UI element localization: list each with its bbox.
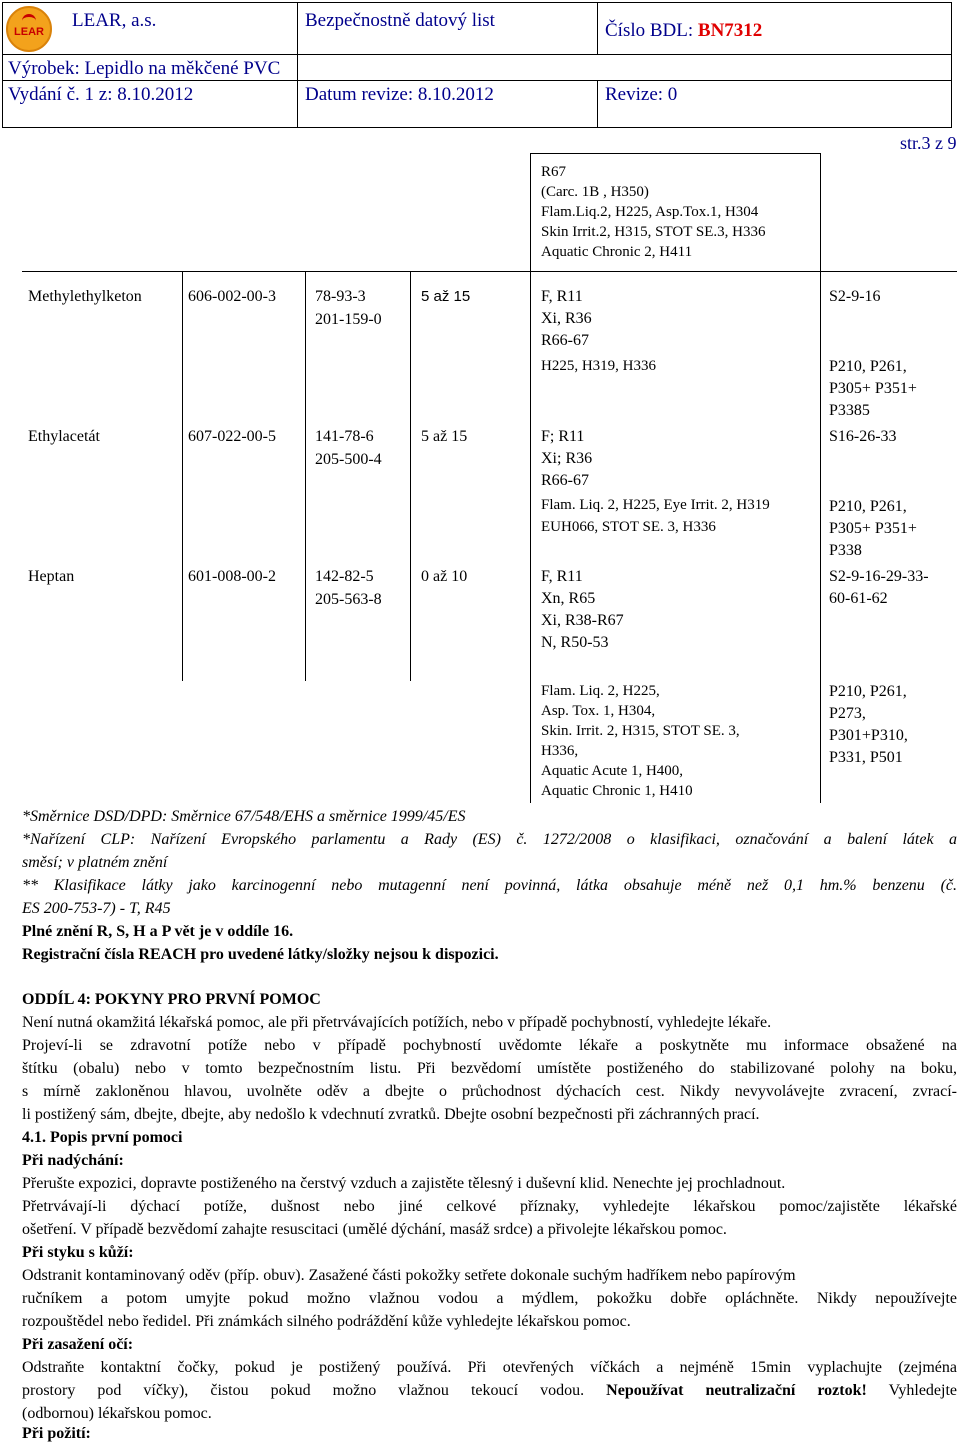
class-line: Skin. Irrit. 2, H315, STOT SE. 3, (541, 723, 740, 739)
class-line: F, R11 (541, 568, 583, 585)
issue-date: Vydání č. 1 z: 8.10.2012 (8, 84, 194, 105)
phrase-line: P305+ P351+ (829, 520, 917, 537)
p-phrases (829, 681, 908, 769)
s-phrases (829, 566, 929, 610)
concentration: 5 až 15 (421, 428, 468, 445)
class-line: EUH066, STOT SE. 3, H336 (541, 519, 716, 535)
cas-number: 78-93-3 (315, 288, 366, 305)
p-phrases (829, 496, 917, 562)
index-number: 606-002-00-3 (188, 288, 276, 305)
class-line: H336, (541, 743, 579, 759)
classification-clp (541, 681, 740, 801)
phrase-line: P210, P261, (829, 358, 907, 375)
phrase-line: P273, (829, 705, 866, 722)
skin-contact-heading: Při styku s kůží: (22, 1244, 134, 1261)
eye-text: prostory pod víčky), čistou pokud možno vlažnou tekoucí vodou. (22, 1382, 607, 1399)
cas-number: 141-78-6 (315, 428, 374, 445)
ec-number: 205-500-4 (315, 451, 382, 468)
class-line: Flam.Liq.2, H225, Asp.Tox.1, H304 (541, 204, 759, 220)
document-title: Bezpečnostně datový list (305, 10, 495, 31)
class-line: Asp. Tox. 1, H304, (541, 703, 656, 719)
class-line: R67 (541, 164, 567, 180)
phrase-line: P338 (829, 542, 862, 559)
eye-contact-heading: Při zasažení očí: (22, 1336, 134, 1353)
index-number: 607-022-00-5 (188, 428, 276, 445)
prev-row-classification (541, 162, 765, 262)
class-line: N, R50-53 (541, 634, 609, 651)
substance-name: Heptan (28, 568, 75, 585)
note-full-text: Plné znění R, S, H a P vět je v oddíle 16. (22, 923, 294, 940)
class-line: F; R11 (541, 428, 585, 445)
phrase-line: P301+P310, (829, 727, 908, 744)
paragraph-line: Odstranit kontaminovaný oděv (příp. obuv). Zasažené části pokožky setřete dokonale suchým hadříkem nebo papírovým (22, 1267, 796, 1284)
concentration: 0 až 10 (421, 568, 468, 585)
note-reach: Registrační čísla REACH pro uvedené látky/složky nejsou k dispozici. (22, 946, 499, 963)
paragraph: Není nutná okamžitá lékařská pomoc, ale při přetrvávajících potížích, nebo v případě pochybností, vyhledejte lékaře. (22, 1014, 772, 1031)
s-phrases: S2-9-16 (829, 288, 881, 305)
paragraph-line: Přerušte expozici, dopravte postiženého na čerstvý vzduch a zajistěte tělesný i duševní klid. Nenechte jej prochladnout. (22, 1175, 786, 1192)
class-line: Flam. Liq. 2, H225, Eye Irrit. 2, H319 (541, 497, 770, 513)
paragraph-line (22, 1379, 957, 1402)
classification-dsd (541, 426, 592, 492)
bdl-label: Číslo BDL: (605, 20, 694, 41)
class-line: Skin Irrit.2, H315, STOT SE.3, H336 (541, 224, 766, 240)
class-line: Aquatic Chronic 2, H411 (541, 244, 693, 260)
phrase-line: P331, P501 (829, 749, 903, 766)
index-number: 601-008-00-2 (188, 568, 276, 585)
ec-number: 205-563-8 (315, 591, 382, 608)
paragraph-line: Odstraňte kontaktní čočky, pokud je postižený používá. Při otevřených víčkách a nejméně 15min vyplachujte (zejména (22, 1359, 957, 1376)
page-number: str.3 z 9 (900, 133, 957, 153)
eye-warning: Nepoužívat neutralizační roztok! (606, 1382, 867, 1399)
product-label: Výrobek: (8, 58, 80, 79)
inhalation-heading: Při nadýchání: (22, 1152, 124, 1169)
class-line: Xi, R38-R67 (541, 612, 624, 629)
classification-dsd (541, 566, 624, 654)
class-line: R66-67 (541, 332, 589, 349)
class-line: Flam. Liq. 2, H225, (541, 683, 660, 699)
class-line: Xi; R36 (541, 450, 593, 467)
classification-clp: H225, H319, H336 (541, 358, 656, 374)
ingestion-heading: Při požití: (22, 1425, 91, 1442)
note-carc-line1: ** Klasifikace látky jako karcinogenní nebo mutagenní není povinná, látka obsahuje méně než 0,1 hm.% benzenu (č. (22, 877, 957, 894)
phrase-line: P305+ P351+ (829, 380, 917, 397)
product-field (8, 58, 280, 80)
p-phrases (829, 356, 917, 422)
paragraph-line: Projeví-li se zdravotní potíže nebo v případě pochybností uvědomte lékaře a poskytněte mu informace obsažené na (22, 1037, 957, 1054)
bdl-number-field (605, 20, 762, 42)
document-header (2, 2, 952, 128)
class-line: Aquatic Acute 1, H400, (541, 763, 684, 779)
phrase-line: 60-61-62 (829, 590, 888, 607)
product-name: Lepidlo na měkčené PVC (84, 58, 281, 79)
company-logo: LEAR (6, 6, 52, 52)
classification-dsd (541, 286, 592, 352)
substance-name: Methylethylketon (28, 288, 142, 305)
ec-number: 201-159-0 (315, 311, 382, 328)
note-clp-line2: směsí; v platném znění (22, 854, 168, 871)
class-line: R66-67 (541, 472, 589, 489)
paragraph-line: ošetření. V případě bezvědomí zahajte resuscitaci (umělé dýchání, masáž srdce) a přivolejte lékařskou pomoc. (22, 1221, 727, 1238)
paragraph-line: li postižený sám, dbejte, dbejte, aby nedošlo k vdechnutí zvratků. Dbejte osobní bezpečnosti při záchranných prací. (22, 1106, 760, 1123)
paragraph-line: Přetrvávají-li dýchací potíže, dušnost nebo jiné celkové příznaky, vyhledejte lékařskou pomoc/zajistěte lékařské (22, 1198, 957, 1215)
paragraph-line: štítku (obalu) nebo v tomto bezpečnostním listu. Při bezvědomí umístěte postiženého do stabilizované polohy na boku, (22, 1060, 957, 1077)
class-line: Xn, R65 (541, 590, 596, 607)
phrase-line: P210, P261, (829, 498, 907, 515)
note-dsd: *Směrnice DSD/DPD: Směrnice 67/548/EHS a směrnice 1999/45/ES (22, 808, 466, 825)
substance-name: Ethylacetát (28, 428, 100, 445)
concentration: 5 až 15 (421, 288, 471, 305)
class-line: Aquatic Chronic 1, H410 (541, 783, 693, 799)
s-phrases: S16-26-33 (829, 428, 897, 445)
phrase-line: S2-9-16-29-33- (829, 568, 929, 585)
note-clp-line1: *Nařízení CLP: Nařízení Evropského parlamentu a Rady (ES) č. 1272/2008 o klasifikaci, označování a balení látek a (22, 831, 957, 848)
bdl-number: BN7312 (697, 20, 763, 41)
revision-number: Revize: 0 (605, 84, 678, 105)
paragraph-line: s mírně zakloněnou hlavou, uvolněte oděv a dbejte o průchodnost dýchacích cest. Nikdy nevyvolávejte zvracení, zvrací- (22, 1083, 957, 1100)
revision-date: Datum revize: 8.10.2012 (305, 84, 494, 105)
paragraph-line: (odbornou) lékařskou pomoc. (22, 1405, 212, 1422)
note-carc-line2: ES 200-753-7) - T, R45 (22, 900, 171, 917)
phrase-line: P210, P261, (829, 683, 907, 700)
crown-icon (22, 14, 36, 25)
class-line: (Carc. 1B , H350) (541, 184, 649, 200)
cas-number: 142-82-5 (315, 568, 374, 585)
class-line: Xi, R36 (541, 310, 592, 327)
paragraph-line: ručníkem a potom umyjte pokud možno vlažnou vodou a mýdlem, pokožku dobře opláchněte. Nikdy nepoužívejte (22, 1290, 957, 1307)
class-line: F, R11 (541, 288, 583, 305)
phrase-line: P3385 (829, 402, 870, 419)
eye-text-tail: Vyhledejte (866, 1382, 958, 1399)
subsection-heading: 4.1. Popis první pomoci (22, 1129, 183, 1146)
section-heading: ODDÍL 4: POKYNY PRO PRVNÍ POMOC (22, 991, 321, 1008)
company-name: LEAR, a.s. (72, 10, 157, 31)
paragraph-line: rozpouštědel nebo ředidel. Při známkách silného podráždění kůže vyhledejte lékařskou pomoc. (22, 1313, 631, 1330)
classification-clp (541, 495, 770, 537)
